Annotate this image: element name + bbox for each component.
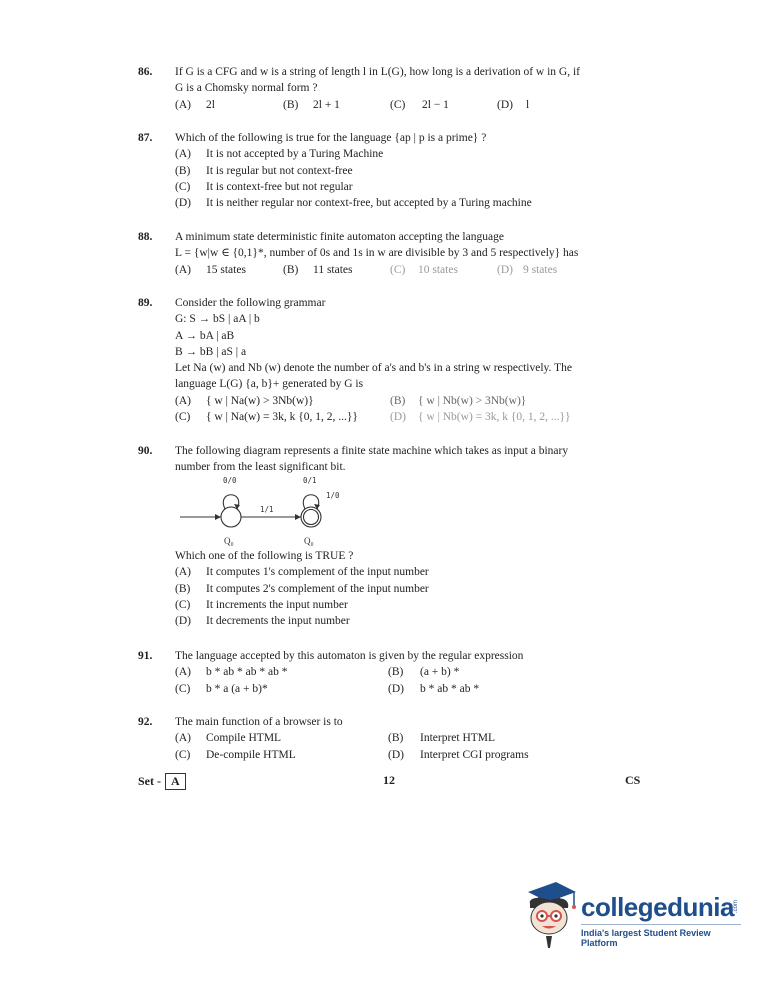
options-row xyxy=(175,747,657,763)
options-row xyxy=(175,681,657,697)
options-row xyxy=(175,409,657,425)
option-label: (C) xyxy=(175,411,191,424)
state-q1-inner xyxy=(304,510,319,525)
option-text: It increments the input number xyxy=(206,598,348,611)
option-label: (B) xyxy=(175,164,191,177)
question-text: The following diagram represents a finite state machine which takes as input a binary xyxy=(175,445,569,457)
transition-arrowhead xyxy=(295,514,301,520)
option-row xyxy=(175,597,657,613)
question-text: Which one of the following is TRUE ? xyxy=(175,550,354,562)
option-text: b * ab * ab * xyxy=(420,682,480,695)
question-number: 89. xyxy=(138,297,153,309)
option-text: b * ab * ab * ab * xyxy=(206,666,288,679)
option-text: Interpret CGI programs xyxy=(420,748,529,761)
option-text: It is not accepted by a Turing Machine xyxy=(206,148,384,161)
question-text: number from the least significant bit. xyxy=(175,461,346,474)
label-loop-q0: 0/0 xyxy=(223,476,237,485)
option-label: (A) xyxy=(175,394,191,407)
question-text: L = {w|w ∈ {0,1}*, number of 0s and 1s in w are divisible by 3 and 5 respectively} has xyxy=(175,247,579,260)
option-text: { w | Nb(w) = 3k, k {0, 1, 2, ...}} xyxy=(418,411,571,424)
mascot-icon xyxy=(518,878,580,950)
option-label: (B) xyxy=(388,732,404,745)
grammar-rule: B → bB | aS | a xyxy=(175,345,247,358)
options-row xyxy=(175,97,657,113)
options-row xyxy=(175,730,657,746)
page-number: 12 xyxy=(383,773,395,787)
option-label: (B) xyxy=(175,582,191,595)
option-text: l xyxy=(526,98,530,111)
start-arrowhead xyxy=(215,514,221,520)
option-label: (A) xyxy=(175,98,191,111)
label-transition: 1/1 xyxy=(260,505,274,514)
option-text: (a + b) * xyxy=(420,666,460,679)
option-text: It is context-free but not regular xyxy=(206,180,353,193)
option-text: { w | Na(w) > 3Nb(w)} xyxy=(206,394,314,407)
subject-code: CS xyxy=(625,773,641,787)
option-row xyxy=(175,564,657,580)
option-row xyxy=(175,146,657,162)
option-label: (A) xyxy=(175,666,191,679)
question-text: The main function of a browser is to xyxy=(175,716,343,728)
question-text: If G is a CFG and w is a string of length l in L(G), how long is a derivation of w in G, if xyxy=(175,66,580,78)
question-text: Let Na (w) and Nb (w) denote the number of a's and b's in a string w respectively. The xyxy=(175,362,572,375)
grammar-rule: G: S → bS | aA | b xyxy=(175,313,260,326)
option-label: (C) xyxy=(390,98,406,111)
question-text: Consider the following grammar xyxy=(175,297,326,309)
option-label: (C) xyxy=(390,263,406,276)
option-text: 2l − 1 xyxy=(422,98,449,111)
state-q0 xyxy=(221,507,241,527)
option-text: 11 states xyxy=(313,263,353,276)
question-number: 92. xyxy=(138,716,153,728)
option-row xyxy=(175,581,657,597)
logo-divider xyxy=(581,924,741,925)
set-label: Set - xyxy=(138,774,161,788)
option-label: (D) xyxy=(390,411,406,424)
option-text: It is neither regular nor context-free, but accepted by a Turing machine xyxy=(206,197,532,210)
option-row xyxy=(175,613,657,629)
option-label: (A) xyxy=(175,732,191,745)
footer-set xyxy=(138,773,186,790)
option-label: (A) xyxy=(175,566,191,579)
option-row xyxy=(175,179,657,195)
question-number: 88. xyxy=(138,231,153,243)
label-state-q1: Q₀ xyxy=(304,536,314,546)
option-text: 9 states xyxy=(523,263,558,276)
question-number: 86. xyxy=(138,66,153,78)
logo-tagline: India's largest Student Review Platform xyxy=(581,928,711,948)
option-label: (D) xyxy=(497,263,513,276)
options-row xyxy=(175,262,657,278)
option-text: 2l + 1 xyxy=(313,98,340,111)
label-state-q0: Q₀ xyxy=(224,536,234,546)
option-label: (D) xyxy=(388,748,404,761)
question-number: 87. xyxy=(138,132,153,144)
option-label: (C) xyxy=(175,682,191,695)
logo-wordmark: collegedunia xyxy=(581,892,734,922)
option-label: (D) xyxy=(175,615,191,628)
option-text: 2l xyxy=(206,98,215,111)
fsm-diagram xyxy=(176,474,366,550)
option-label: (C) xyxy=(175,748,191,761)
label-loop-q1b: 1/0 xyxy=(326,491,340,500)
option-label: (C) xyxy=(175,598,191,611)
set-value: A xyxy=(165,773,186,790)
question-text: language L(G) {a, b}+ generated by G is xyxy=(175,378,364,391)
option-label: (B) xyxy=(390,394,406,407)
option-text: Compile HTML xyxy=(206,732,282,745)
question-number: 90. xyxy=(138,445,153,457)
option-text: { w | Nb(w) > 3Nb(w)} xyxy=(418,394,527,407)
option-label: (D) xyxy=(497,98,513,111)
label-loop-q1: 0/1 xyxy=(303,476,317,485)
option-text: { w | Na(w) = 3k, k {0, 1, 2, ...}} xyxy=(206,411,358,424)
option-text: 15 states xyxy=(206,263,246,276)
option-label: (B) xyxy=(388,666,404,679)
option-text: It computes 2's complement of the input number xyxy=(206,582,429,595)
option-text: It computes 1's complement of the input number xyxy=(206,566,429,579)
option-text: It decrements the input number xyxy=(206,615,350,628)
question-text: The language accepted by this automaton is given by the regular expression xyxy=(175,650,524,662)
option-text: De-compile HTML xyxy=(206,748,296,761)
option-text: b * a (a + b)* xyxy=(206,682,268,695)
option-label: (B) xyxy=(283,263,299,276)
question-number: 91. xyxy=(138,650,153,662)
option-text: 10 states xyxy=(418,263,458,276)
option-text: Interpret HTML xyxy=(420,732,496,745)
option-label: (D) xyxy=(388,682,404,695)
options-row xyxy=(175,664,657,680)
option-label: (C) xyxy=(175,180,191,193)
option-text: It is regular but not context-free xyxy=(206,164,353,177)
question-text: Which of the following is true for the language {ap | p is a prime} ? xyxy=(175,132,487,144)
question-text: A minimum state deterministic finite automaton accepting the language xyxy=(175,231,504,243)
option-label: (A) xyxy=(175,148,191,161)
option-row xyxy=(175,195,657,211)
question-text: G is a Chomsky normal form ? xyxy=(175,82,318,95)
collegedunia-logo xyxy=(518,878,748,958)
grammar-rule: A → bA | aB xyxy=(175,329,235,342)
option-row xyxy=(175,163,657,179)
option-label: (D) xyxy=(175,197,191,210)
option-label: (A) xyxy=(175,263,191,276)
logo-suffix: .com xyxy=(733,900,739,914)
options-row xyxy=(175,393,657,409)
option-label: (B) xyxy=(283,98,299,111)
